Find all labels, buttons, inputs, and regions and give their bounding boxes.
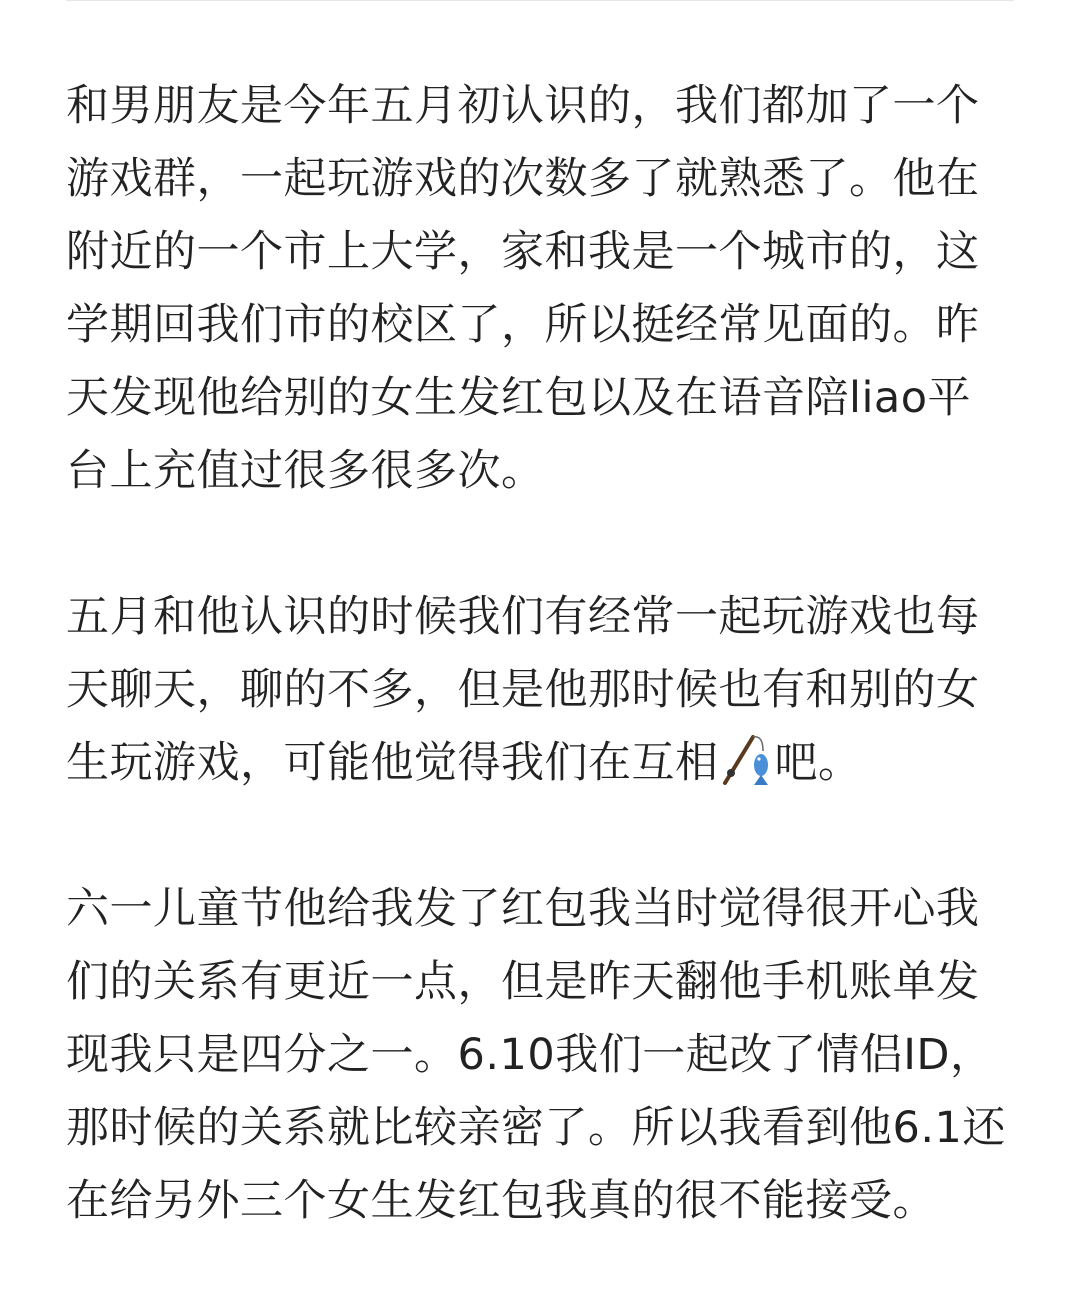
text-line: 六一儿童节他给我发了红包我当时觉得很开心我: [66, 884, 980, 934]
article-body: [66, 70, 1014, 1238]
text-line: 天发现他给别的女生发红包以及在语音陪liao平: [66, 373, 972, 423]
text-line: 生玩游戏，可能他觉得我们在互相: [66, 738, 719, 788]
top-divider: [66, 0, 1014, 1]
text-line: 学期回我们市的校区了，所以挺经常见面的。昨: [66, 300, 980, 350]
text-line: 那时候的关系就比较亲密了。所以我看到他6.1还: [66, 1103, 1006, 1153]
text-line: 台上充值过很多很多次。: [66, 446, 545, 496]
text-line: 附近的一个市上大学，家和我是一个城市的，这: [66, 227, 980, 277]
text-line: 和男朋友是今年五月初认识的，我们都加了一个: [66, 81, 980, 131]
text-line: 们的关系有更近一点，但是昨天翻他手机账单发: [66, 957, 980, 1007]
paragraph-1: [66, 70, 1014, 508]
fishing-pole-and-fish-icon: [719, 731, 775, 787]
text-line-end: 吧。: [774, 738, 862, 788]
text-line: 在给另外三个女生发红包我真的很不能接受。: [66, 1176, 936, 1226]
text-line: 游戏群，一起玩游戏的次数多了就熟悉了。他在: [66, 154, 980, 204]
text-line: 天聊天，聊的不多，但是他那时候也有和别的女: [66, 665, 980, 715]
paragraph-3: [66, 873, 1014, 1238]
paragraph-2: [66, 581, 1014, 800]
text-line: 五月和他认识的时候我们有经常一起玩游戏也每: [66, 592, 980, 642]
text-line: 现我只是四分之一。6.10我们一起改了情侣ID，: [66, 1030, 994, 1080]
